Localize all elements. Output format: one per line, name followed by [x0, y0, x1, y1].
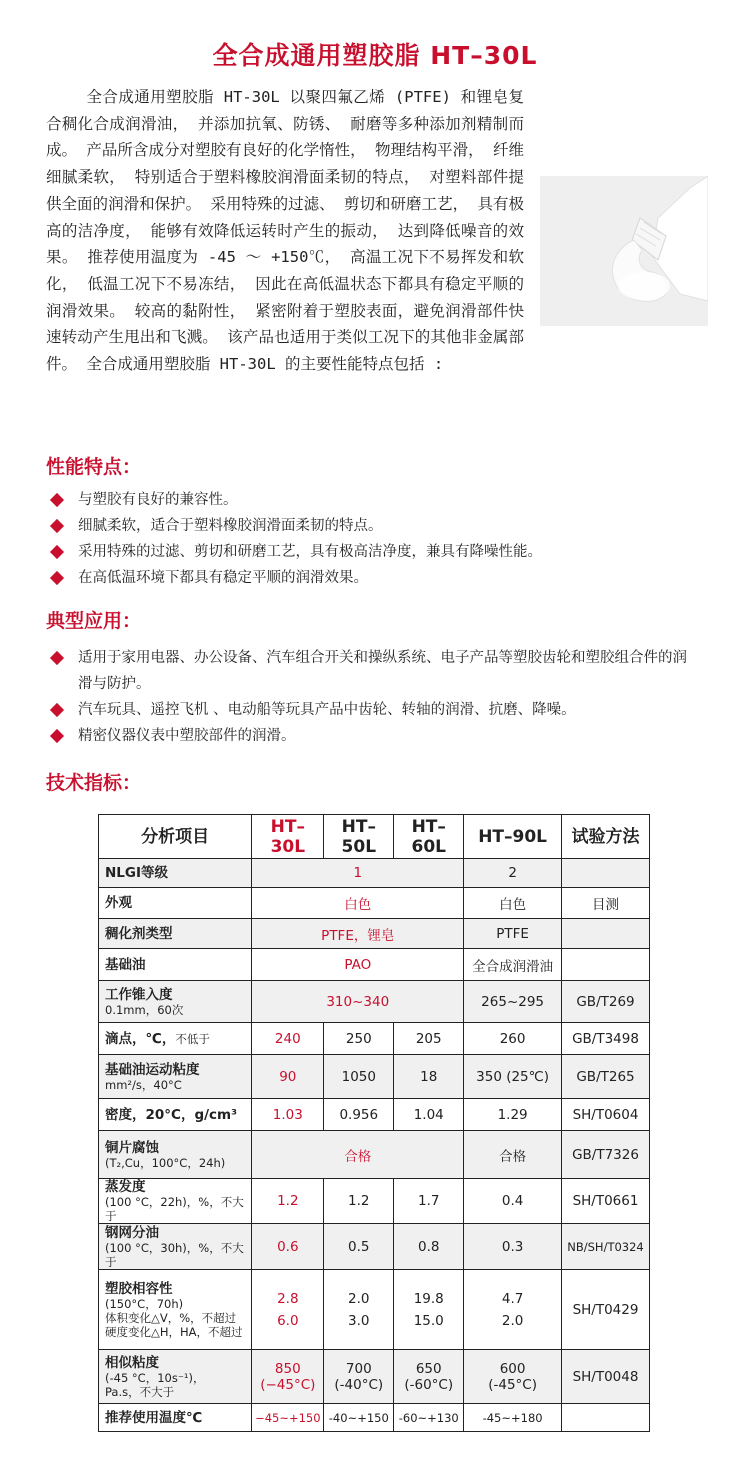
cell-ht90: 0.4 — [464, 1179, 562, 1224]
cell-method: SH/T0604 — [562, 1099, 650, 1131]
cell-ht60: 205 — [394, 1023, 464, 1055]
table-row — [99, 1404, 650, 1432]
table-header-row — [99, 815, 650, 859]
cell-shared: PTFE，锂皂 — [252, 919, 464, 949]
table-row — [99, 888, 650, 919]
row-label-sub: mm²/s，40°C — [105, 1077, 182, 1092]
cell-value: 2.8 — [277, 1290, 299, 1307]
row-label-main: 钢网分油 — [105, 1224, 159, 1241]
list-item — [48, 645, 700, 697]
header-ht50l: HT–50L — [324, 815, 394, 859]
cell-ht90: 全合成润滑油 — [464, 949, 562, 981]
applications-list — [48, 645, 700, 749]
specs-heading: 技术指标： — [46, 772, 142, 794]
cell-ht50: -40~+150 — [324, 1404, 394, 1432]
cell-method: GB/T3498 — [562, 1023, 650, 1055]
row-label-sub: Pa.s，不大于 — [105, 1384, 175, 1399]
row-label: 基础油 — [99, 949, 252, 981]
cell-ht30: −45~+150 — [252, 1404, 324, 1432]
cell-ht30: 0.6 — [252, 1224, 324, 1270]
cell-value: 3.0 — [348, 1312, 370, 1329]
cell-ht60 — [394, 1350, 464, 1404]
row-label-sub: (-45 °C，10s⁻¹)， — [105, 1370, 205, 1385]
cell-value: 19.8 — [413, 1290, 444, 1307]
row-label: 外观 — [99, 888, 252, 919]
row-label — [99, 1131, 252, 1179]
list-item — [48, 723, 700, 749]
row-label — [99, 1179, 252, 1224]
features-list — [48, 487, 738, 591]
row-label: 密度，20°C，g/cm³ — [99, 1099, 252, 1131]
features-heading: 性能特点： — [46, 456, 142, 478]
diamond-bullet-icon — [50, 493, 64, 507]
header-item: 分析项目 — [99, 815, 252, 859]
table-row — [99, 1179, 650, 1224]
row-label-main: 工作锥入度 — [105, 986, 173, 1003]
cell-ht60 — [394, 1270, 464, 1350]
cell-method: GB/T265 — [562, 1055, 650, 1099]
applications-heading: 典型应用： — [46, 610, 142, 632]
cell-ht90: 白色 — [464, 888, 562, 919]
diamond-bullet-icon — [50, 729, 64, 743]
list-item — [48, 565, 738, 591]
cell-value: 600 — [499, 1360, 526, 1377]
header-method: 试验方法 — [562, 815, 650, 859]
diamond-bullet-icon — [50, 519, 64, 533]
row-label-main: 铜片腐蚀 — [105, 1139, 159, 1156]
cell-ht60: 18 — [394, 1055, 464, 1099]
cell-method: GB/T7326 — [562, 1131, 650, 1179]
cell-value: 850 — [274, 1360, 301, 1377]
cell-method: NB/SH/T0324 — [562, 1224, 650, 1270]
cell-value: (-45°C) — [488, 1376, 537, 1393]
row-label-main: 塑胶相容性 — [105, 1280, 173, 1297]
row-label — [99, 1270, 252, 1350]
row-label-suffix: 不低于 — [175, 1031, 210, 1046]
cell-method: SH/T0048 — [562, 1350, 650, 1404]
cell-method — [562, 919, 650, 949]
cell-shared: 合格 — [252, 1131, 464, 1179]
diamond-bullet-icon — [50, 571, 64, 585]
table-row — [99, 1224, 650, 1270]
cell-ht60: 1.04 — [394, 1099, 464, 1131]
row-label — [99, 981, 252, 1023]
cell-value: 2.0 — [348, 1290, 370, 1307]
cell-method — [562, 1404, 650, 1432]
list-item — [48, 697, 748, 723]
cell-value: 2.0 — [501, 1312, 524, 1329]
cell-ht50: 250 — [324, 1023, 394, 1055]
cell-ht90: 0.3 — [464, 1224, 562, 1270]
row-label-main: 滴点，℃， — [105, 1030, 176, 1047]
row-label-sub: (100 °C，30h)，%，不大于 — [105, 1240, 244, 1269]
table-row — [99, 1055, 650, 1099]
row-label — [99, 1350, 252, 1404]
cell-ht50 — [324, 1350, 394, 1404]
intro-text: 全合成通用塑胶脂 HT-30L 以聚四氟乙烯 (PTFE) 和锂皂复合稠化合成润滑油， 并添加抗氧、防锈、 耐磨等多种添加剂精制而成。 产品所含成分对塑胶有良好的化学惰性， 物理结构平滑， 纤维细腻柔软， 特别适合于塑料橡胶润滑面柔韧的特点， 对塑料部件提供全面的润滑和保护。 采用特殊的过滤、 剪切和研磨工艺， 具有极高的洁净度， 能够有效降低运转时产生的振动， 达到降低噪音的效果。 推荐使用温度为 -45 ～ +150℃， 高温工况下不易挥发和软化， 低温工况下不易冻结， 因此在高低温状态下都具有稳定平顺的润滑效果。 较高的黏附性， 紧密附着于塑胶表面，避免润滑部件快速转动产生甩出和飞溅。 该产品也适用于类似工况下的其他非金属部件。 全合成通用塑胶脂 HT-30L 的主要性能特点包括 : — [46, 88, 524, 374]
cell-method — [562, 859, 650, 888]
diamond-bullet-icon — [50, 651, 64, 665]
cell-ht30: 240 — [252, 1023, 324, 1055]
cell-ht50: 1050 — [324, 1055, 394, 1099]
row-label-sub: (100 °C，22h)，%，不大于 — [105, 1195, 244, 1223]
row-label-sub: 硬度变化△H，HA，不超过 — [105, 1324, 243, 1339]
table-row — [99, 1350, 650, 1404]
list-item — [48, 487, 738, 513]
cell-ht90: 265~295 — [464, 981, 562, 1023]
table-row — [99, 1099, 650, 1131]
header-ht90l: HT–90L — [464, 815, 562, 859]
header-ht60l: HT–60L — [394, 815, 464, 859]
row-label: 稠化剂类型 — [99, 919, 252, 949]
cell-method — [562, 949, 650, 981]
cell-value: 15.0 — [413, 1312, 444, 1329]
row-label — [99, 1224, 252, 1270]
cell-method: SH/T0429 — [562, 1270, 650, 1350]
intro-paragraph — [46, 84, 524, 378]
feature-text: 采用特殊的过滤、剪切和研磨工艺，具有极高洁净度，兼具有降噪性能。 — [78, 544, 542, 560]
cell-shared: 白色 — [252, 888, 464, 919]
cell-method: GB/T269 — [562, 981, 650, 1023]
table-row — [99, 981, 650, 1023]
cell-value: 4.7 — [501, 1290, 524, 1307]
feature-text: 与塑胶有良好的兼容性。 — [78, 492, 238, 508]
cell-ht50: 0.5 — [324, 1224, 394, 1270]
cell-ht90: 1.29 — [464, 1099, 562, 1131]
cell-value: 6.0 — [277, 1312, 299, 1329]
cell-ht30 — [252, 1270, 324, 1350]
cell-ht60: 1.7 — [394, 1179, 464, 1224]
row-label-main: 基础油运动粘度 — [105, 1061, 200, 1078]
diamond-bullet-icon — [50, 545, 64, 559]
cell-ht60: 0.8 — [394, 1224, 464, 1270]
product-image — [540, 176, 708, 326]
list-item — [48, 513, 738, 539]
cell-ht30: 1.2 — [252, 1179, 324, 1224]
application-text: 适用于家用电器、办公设备、汽车组合开关和操纵系统、电子产品等塑胶齿轮和塑胶组合件的润滑与防护。 — [78, 650, 687, 692]
row-label: NLGI等级 — [99, 859, 252, 888]
table-row — [99, 859, 650, 888]
cell-ht30 — [252, 1350, 324, 1404]
feature-text: 细腻柔软，适合于塑料橡胶润滑面柔韧的特点。 — [78, 518, 383, 534]
cell-ht90: 350 (25℃) — [464, 1055, 562, 1099]
row-label-sub: (150°C，70h) — [105, 1296, 184, 1311]
table-row — [99, 949, 650, 981]
row-label-sub: 体积变化△V，%，不超过 — [105, 1310, 237, 1325]
cell-ht50: 0.956 — [324, 1099, 394, 1131]
table-row — [99, 919, 650, 949]
cell-method: 目测 — [562, 888, 650, 919]
cell-value: (-40°C) — [334, 1376, 384, 1393]
row-label-main: 蒸发度 — [105, 1179, 146, 1195]
cell-ht30: 90 — [252, 1055, 324, 1099]
cell-ht50: 1.2 — [324, 1179, 394, 1224]
table-row — [99, 1131, 650, 1179]
spec-table — [98, 814, 650, 1432]
cell-ht90: 合格 — [464, 1131, 562, 1179]
row-label — [99, 1023, 252, 1055]
cell-ht90: PTFE — [464, 919, 562, 949]
table-row — [99, 1023, 650, 1055]
page-title: 全合成通用塑胶脂 HT–30L — [212, 41, 538, 70]
cell-ht90 — [464, 1350, 562, 1404]
cell-method: SH/T0661 — [562, 1179, 650, 1224]
cell-ht90: 260 — [464, 1023, 562, 1055]
row-label-sub: (T₂,Cu，100°C，24h) — [105, 1155, 226, 1170]
cell-ht50 — [324, 1270, 394, 1350]
cell-value: (-60°C) — [404, 1376, 454, 1393]
cell-ht90: 2 — [464, 859, 562, 888]
cell-ht60: -60~+130 — [394, 1404, 464, 1432]
cell-shared: 310~340 — [252, 981, 464, 1023]
cell-value: 650 — [415, 1360, 442, 1377]
list-item — [48, 539, 738, 565]
cell-shared: 1 — [252, 859, 464, 888]
table-row — [99, 1270, 650, 1350]
cell-ht30: 1.03 — [252, 1099, 324, 1131]
row-label — [99, 1055, 252, 1099]
application-text: 汽车玩具、遥控飞机 、电动船等玩具产品中齿轮、转轴的润滑、抗磨、降噪。 — [78, 702, 576, 718]
header-ht30l: HT–30L — [252, 815, 324, 859]
cell-ht90 — [464, 1270, 562, 1350]
cell-ht90: -45~+180 — [464, 1404, 562, 1432]
application-text: 精密仪器仪表中塑胶部件的润滑。 — [78, 728, 296, 744]
diamond-bullet-icon — [50, 703, 64, 717]
cell-value: (−45°C) — [260, 1376, 316, 1393]
cell-shared: PAO — [252, 949, 464, 981]
row-label: 推荐使用温度℃ — [99, 1404, 252, 1432]
feature-text: 在高低温环境下都具有稳定平顺的润滑效果。 — [78, 570, 368, 586]
cell-value: 700 — [345, 1360, 372, 1377]
row-label-main: 相似粘度 — [105, 1354, 159, 1371]
row-label-sub: 0.1mm，60次 — [105, 1002, 184, 1017]
